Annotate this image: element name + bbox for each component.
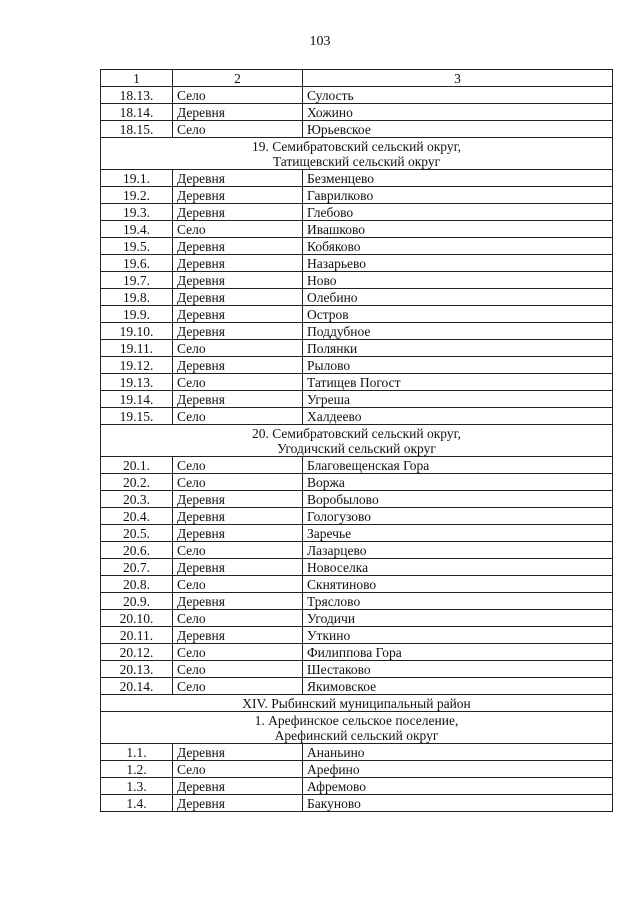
settlement-name-cell: Новоселка <box>303 559 613 576</box>
row-number-cell: 18.13. <box>101 87 173 104</box>
table-row <box>101 491 613 508</box>
row-number-cell: 20.14. <box>101 678 173 695</box>
district-heading: XIV. Рыбинский муниципальный район <box>101 695 613 712</box>
settlement-name-cell: Угодичи <box>303 610 613 627</box>
settlement-type-cell: Село <box>173 408 303 425</box>
row-number-cell: 20.10. <box>101 610 173 627</box>
section-heading-row <box>101 712 613 744</box>
header-col-3: 3 <box>303 70 613 87</box>
settlement-name-cell: Кобяково <box>303 238 613 255</box>
settlement-type-cell: Деревня <box>173 744 303 761</box>
settlement-type-cell: Деревня <box>173 255 303 272</box>
row-number-cell: 20.4. <box>101 508 173 525</box>
table-row <box>101 525 613 542</box>
table-row <box>101 238 613 255</box>
settlement-name-cell: Полянки <box>303 340 613 357</box>
table-row <box>101 795 613 812</box>
table-row <box>101 778 613 795</box>
settlement-name-cell: Угреша <box>303 391 613 408</box>
settlement-name-cell: Поддубное <box>303 323 613 340</box>
settlement-type-cell: Село <box>173 661 303 678</box>
table-row <box>101 508 613 525</box>
table-row <box>101 593 613 610</box>
table-row <box>101 474 613 491</box>
settlement-name-cell: Бакуново <box>303 795 613 812</box>
settlement-type-cell: Село <box>173 457 303 474</box>
settlement-type-cell: Деревня <box>173 795 303 812</box>
settlement-name-cell: Юрьевское <box>303 121 613 138</box>
settlement-name-cell: Остров <box>303 306 613 323</box>
table-row <box>101 744 613 761</box>
settlement-name-cell: Гаврилково <box>303 187 613 204</box>
row-number-cell: 20.12. <box>101 644 173 661</box>
table-row <box>101 187 613 204</box>
row-number-cell: 19.3. <box>101 204 173 221</box>
settlement-type-cell: Село <box>173 644 303 661</box>
settlement-name-cell: Олебино <box>303 289 613 306</box>
table-row <box>101 644 613 661</box>
section-heading-line-2: Татищевский сельский округ <box>272 154 441 169</box>
settlement-type-cell: Деревня <box>173 627 303 644</box>
settlement-name-cell: Воржа <box>303 474 613 491</box>
table-row <box>101 678 613 695</box>
row-number-cell: 1.4. <box>101 795 173 812</box>
section-heading-line-1: 20. Семибратовский сельский округ, <box>251 426 462 441</box>
row-number-cell: 19.6. <box>101 255 173 272</box>
settlement-type-cell: Деревня <box>173 323 303 340</box>
row-number-cell: 20.8. <box>101 576 173 593</box>
row-number-cell: 19.7. <box>101 272 173 289</box>
settlement-type-cell: Село <box>173 121 303 138</box>
settlement-type-cell: Деревня <box>173 525 303 542</box>
row-number-cell: 1.2. <box>101 761 173 778</box>
page-number: 103 <box>309 34 331 49</box>
table-row <box>101 408 613 425</box>
settlement-type-cell: Деревня <box>173 104 303 121</box>
settlement-type-cell: Село <box>173 374 303 391</box>
row-number-cell: 19.14. <box>101 391 173 408</box>
settlement-type-cell: Деревня <box>173 289 303 306</box>
settlement-type-cell: Деревня <box>173 170 303 187</box>
settlement-name-cell: Заречье <box>303 525 613 542</box>
settlement-name-cell: Рылово <box>303 357 613 374</box>
table-row <box>101 340 613 357</box>
row-number-cell: 20.13. <box>101 661 173 678</box>
table-row <box>101 87 613 104</box>
settlement-name-cell: Татищев Погост <box>303 374 613 391</box>
row-number-cell: 20.11. <box>101 627 173 644</box>
settlement-name-cell: Благовещенская Гора <box>303 457 613 474</box>
table-row <box>101 255 613 272</box>
section-heading-line-1: 1. Арефинское сельское поселение, <box>254 713 459 728</box>
settlement-name-cell: Филиппова Гора <box>303 644 613 661</box>
settlement-type-cell: Село <box>173 340 303 357</box>
row-number-cell: 19.12. <box>101 357 173 374</box>
district-heading-row <box>101 695 613 712</box>
settlement-name-cell: Арефино <box>303 761 613 778</box>
settlement-name-cell: Уткино <box>303 627 613 644</box>
settlement-type-cell: Деревня <box>173 391 303 408</box>
header-col-2: 2 <box>173 70 303 87</box>
settlement-type-cell: Деревня <box>173 306 303 323</box>
side-margin-mark <box>622 680 630 890</box>
table-row <box>101 391 613 408</box>
settlement-name-cell: Назарьево <box>303 255 613 272</box>
settlement-name-cell: Глебово <box>303 204 613 221</box>
settlement-type-cell: Деревня <box>173 778 303 795</box>
row-number-cell: 19.1. <box>101 170 173 187</box>
table-row <box>101 542 613 559</box>
settlement-name-cell: Хожино <box>303 104 613 121</box>
settlement-name-cell: Тряслово <box>303 593 613 610</box>
settlement-type-cell: Деревня <box>173 491 303 508</box>
section-heading-row <box>101 138 613 170</box>
settlement-type-cell: Село <box>173 542 303 559</box>
section-heading-line-2: Арефинский сельский округ <box>274 728 439 743</box>
table-header-row <box>101 70 613 87</box>
table-row <box>101 610 613 627</box>
settlement-type-cell: Село <box>173 576 303 593</box>
settlement-type-cell: Село <box>173 761 303 778</box>
settlement-name-cell: Афремово <box>303 778 613 795</box>
settlement-name-cell: Ивашково <box>303 221 613 238</box>
header-col-1: 1 <box>101 70 173 87</box>
table-row <box>101 559 613 576</box>
settlement-type-cell: Деревня <box>173 593 303 610</box>
settlement-type-cell: Деревня <box>173 357 303 374</box>
settlement-name-cell: Гологузово <box>303 508 613 525</box>
settlement-name-cell: Ананьино <box>303 744 613 761</box>
settlement-name-cell: Халдеево <box>303 408 613 425</box>
settlement-type-cell: Село <box>173 221 303 238</box>
settlements-table <box>100 69 613 812</box>
settlement-name-cell: Безменцево <box>303 170 613 187</box>
settlement-name-cell: Сулость <box>303 87 613 104</box>
settlement-type-cell: Деревня <box>173 204 303 221</box>
settlement-type-cell: Село <box>173 610 303 627</box>
section-heading-line-1: 19. Семибратовский сельский округ, <box>251 139 462 154</box>
settlement-name-cell: Ново <box>303 272 613 289</box>
row-number-cell: 20.5. <box>101 525 173 542</box>
table-row <box>101 374 613 391</box>
table-row <box>101 457 613 474</box>
settlement-type-cell: Деревня <box>173 508 303 525</box>
row-number-cell: 20.3. <box>101 491 173 508</box>
settlement-name-cell: Лазарцево <box>303 542 613 559</box>
settlement-name-cell: Якимовское <box>303 678 613 695</box>
settlement-name-cell: Скнятиново <box>303 576 613 593</box>
settlement-type-cell: Село <box>173 87 303 104</box>
row-number-cell: 18.15. <box>101 121 173 138</box>
section-heading-row <box>101 425 613 457</box>
table-row <box>101 357 613 374</box>
row-number-cell: 19.13. <box>101 374 173 391</box>
row-number-cell: 19.5. <box>101 238 173 255</box>
table-row <box>101 306 613 323</box>
row-number-cell: 20.6. <box>101 542 173 559</box>
table-row <box>101 661 613 678</box>
table-row <box>101 627 613 644</box>
row-number-cell: 20.7. <box>101 559 173 576</box>
row-number-cell: 18.14. <box>101 104 173 121</box>
row-number-cell: 19.4. <box>101 221 173 238</box>
section-heading <box>101 138 613 170</box>
settlement-name-cell: Шестаково <box>303 661 613 678</box>
table-row <box>101 576 613 593</box>
table-body <box>101 70 613 812</box>
settlement-type-cell: Село <box>173 678 303 695</box>
row-number-cell: 1.1. <box>101 744 173 761</box>
row-number-cell: 19.2. <box>101 187 173 204</box>
table-row <box>101 289 613 306</box>
table-row <box>101 104 613 121</box>
row-number-cell: 1.3. <box>101 778 173 795</box>
section-heading <box>101 712 613 744</box>
table-row <box>101 121 613 138</box>
row-number-cell: 19.11. <box>101 340 173 357</box>
section-heading-line-2: Угодичский сельский округ <box>277 441 436 456</box>
table-row <box>101 204 613 221</box>
row-number-cell: 19.10. <box>101 323 173 340</box>
settlement-type-cell: Деревня <box>173 238 303 255</box>
settlement-type-cell: Деревня <box>173 559 303 576</box>
settlement-type-cell: Деревня <box>173 272 303 289</box>
table-row <box>101 761 613 778</box>
section-heading <box>101 425 613 457</box>
table-row <box>101 221 613 238</box>
settlement-name-cell: Воробылово <box>303 491 613 508</box>
row-number-cell: 19.15. <box>101 408 173 425</box>
row-number-cell: 20.9. <box>101 593 173 610</box>
row-number-cell: 19.9. <box>101 306 173 323</box>
table-row <box>101 323 613 340</box>
row-number-cell: 19.8. <box>101 289 173 306</box>
row-number-cell: 20.2. <box>101 474 173 491</box>
table-row <box>101 272 613 289</box>
settlement-type-cell: Деревня <box>173 187 303 204</box>
table-row <box>101 170 613 187</box>
row-number-cell: 20.1. <box>101 457 173 474</box>
settlement-type-cell: Село <box>173 474 303 491</box>
